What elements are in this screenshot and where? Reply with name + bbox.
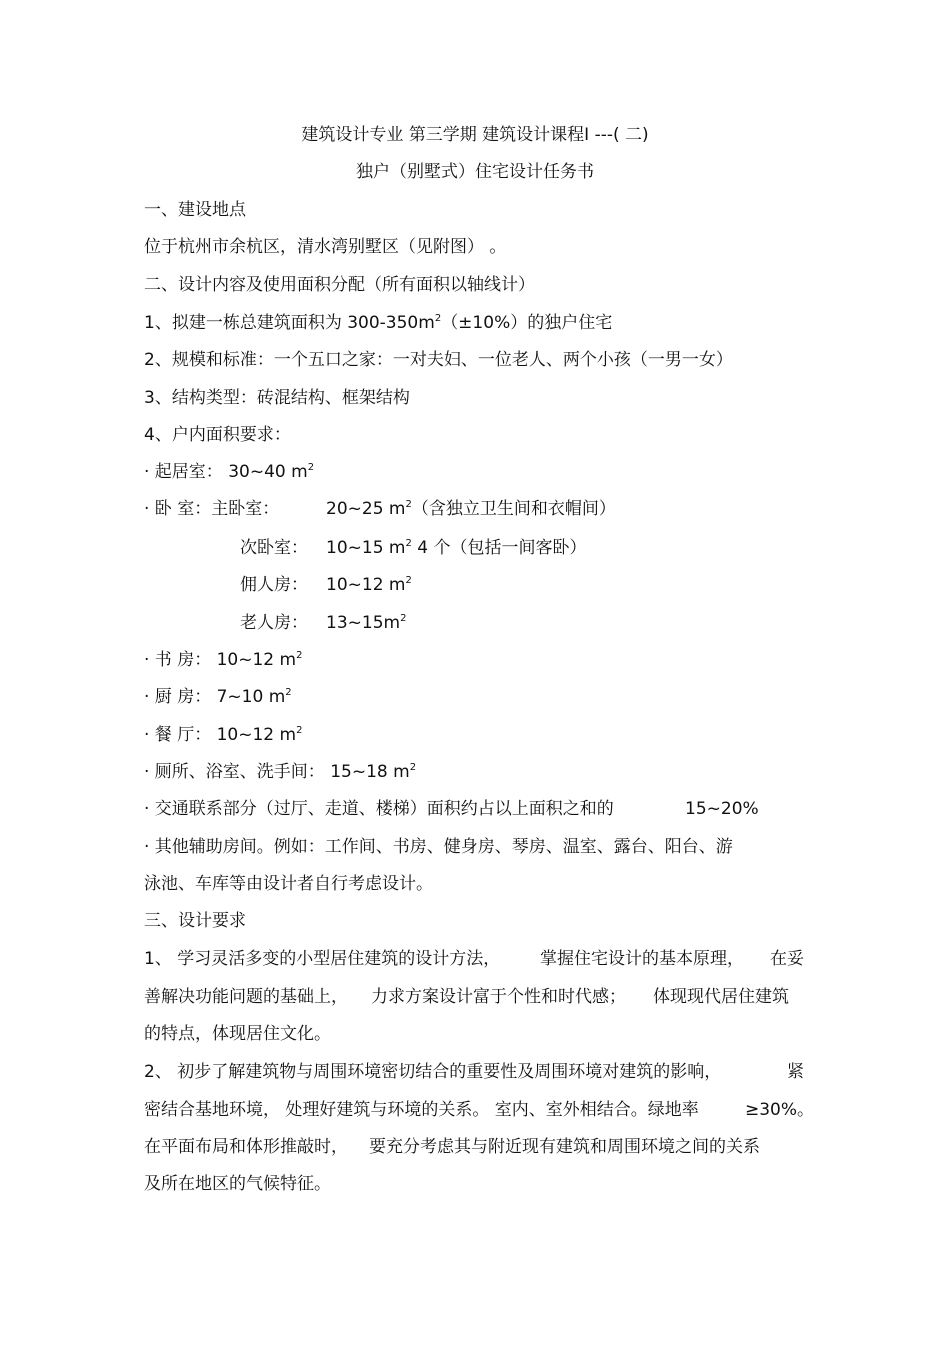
req2-line2a: 密结合基地环境， 处理好建筑与环境的关系。 室内、室外相结合。绿地率 — [144, 1100, 699, 1120]
req2-line1b: 紧 — [787, 1062, 804, 1082]
room-second-bedroom: 10~15 $m^2$ 4 个（包括一间客卧） — [326, 538, 587, 558]
second-bedroom-label: 次卧室： — [240, 538, 308, 558]
item-total-area: 1、拟建一栋总建筑面积为 $300-350m^2(\pm 10\%)$的独户住宅 — [144, 313, 613, 333]
course-header: 建筑设计专业 第三学期 建筑设计课程Ⅰ ---( 二) — [301, 125, 649, 145]
circulation-area: · 交通联系部分（过厅、走道、楼梯）面积约占以上面积之和的 — [144, 799, 614, 819]
req1-line3: 的特点，体现居住文化。 — [144, 1024, 331, 1044]
req2-line3b: 要充分考虑其与附近现有建筑和周围环境之间的关系 — [369, 1137, 760, 1157]
req2-line1a: 2、 初步了解建筑物与周围环境密切结合的重要性及周围环境对建筑的影响， — [144, 1062, 722, 1082]
req1-line1b: 掌握住宅设计的基本原理， — [540, 949, 744, 969]
room-servant: 10~12 $m^2$ — [326, 575, 412, 595]
aux-rooms-line2: 泳池、车库等由设计者自行考虑设计。 — [144, 874, 433, 894]
circulation-percent: 15~20% — [685, 799, 759, 819]
aux-rooms-line1: · 其他辅助房间。例如：工作间、书房、健身房、琴房、温室、露台、阳台、游 — [144, 837, 733, 857]
room-master-bedroom: 20~25 $m^2$（含独立卫生间和衣帽间） — [326, 499, 616, 519]
req1-line1a: 1、 学习灵活多变的小型居住建筑的设计方法， — [144, 949, 501, 969]
bedroom-label: · 卧 室：主卧室： — [144, 499, 280, 519]
req1-line2b: 力求方案设计富于个性和时代感； — [371, 987, 626, 1007]
req2-line4: 及所在地区的气候特征。 — [144, 1174, 331, 1194]
room-kitchen: · 厨 房： 7~10 $m^2$ — [144, 687, 292, 707]
location-text: 位于杭州市余杭区，清水湾别墅区（见附图） 。 — [144, 237, 507, 257]
item-scale: 2、规模和标准：一个五口之家：一对夫妇、一位老人、两个小孩（一男一女） — [144, 350, 733, 370]
section-heading-requirements: 三、设计要求 — [144, 911, 246, 931]
req1-line1c: 在妥 — [770, 949, 804, 969]
req1-line2c: 体现现代居住建筑 — [653, 987, 789, 1007]
req1-line2a: 善解决功能问题的基础上， — [144, 987, 348, 1007]
room-study: · 书 房： 10~12 $m^2$ — [144, 650, 303, 670]
req2-line3a: 在平面布局和体形推敲时， — [144, 1137, 348, 1157]
section-heading-content: 二、设计内容及使用面积分配（所有面积以轴线计） — [144, 275, 535, 295]
servant-room-label: 佣人房： — [240, 575, 308, 595]
room-living: · 起居室： 30~40 $m^2$ — [144, 462, 315, 482]
room-elder: $13\sim 15m^2$ — [326, 613, 407, 633]
item-structure: 3、结构类型：砖混结构、框架结构 — [144, 388, 410, 408]
elder-room-label: 老人房： — [240, 613, 308, 633]
item-area-requirements: 4、户内面积要求： — [144, 425, 291, 445]
req2-line2b: ≥30%。 — [745, 1100, 815, 1120]
room-toilet: · 厕所、浴室、洗手间： 15~18 $m^2$ — [144, 762, 417, 782]
document-title: 独户（别墅式）住宅设计任务书 — [356, 162, 594, 182]
section-heading-location: 一、建设地点 — [144, 200, 246, 220]
room-dining: · 餐 厅： 10~12 $m^2$ — [144, 725, 303, 745]
